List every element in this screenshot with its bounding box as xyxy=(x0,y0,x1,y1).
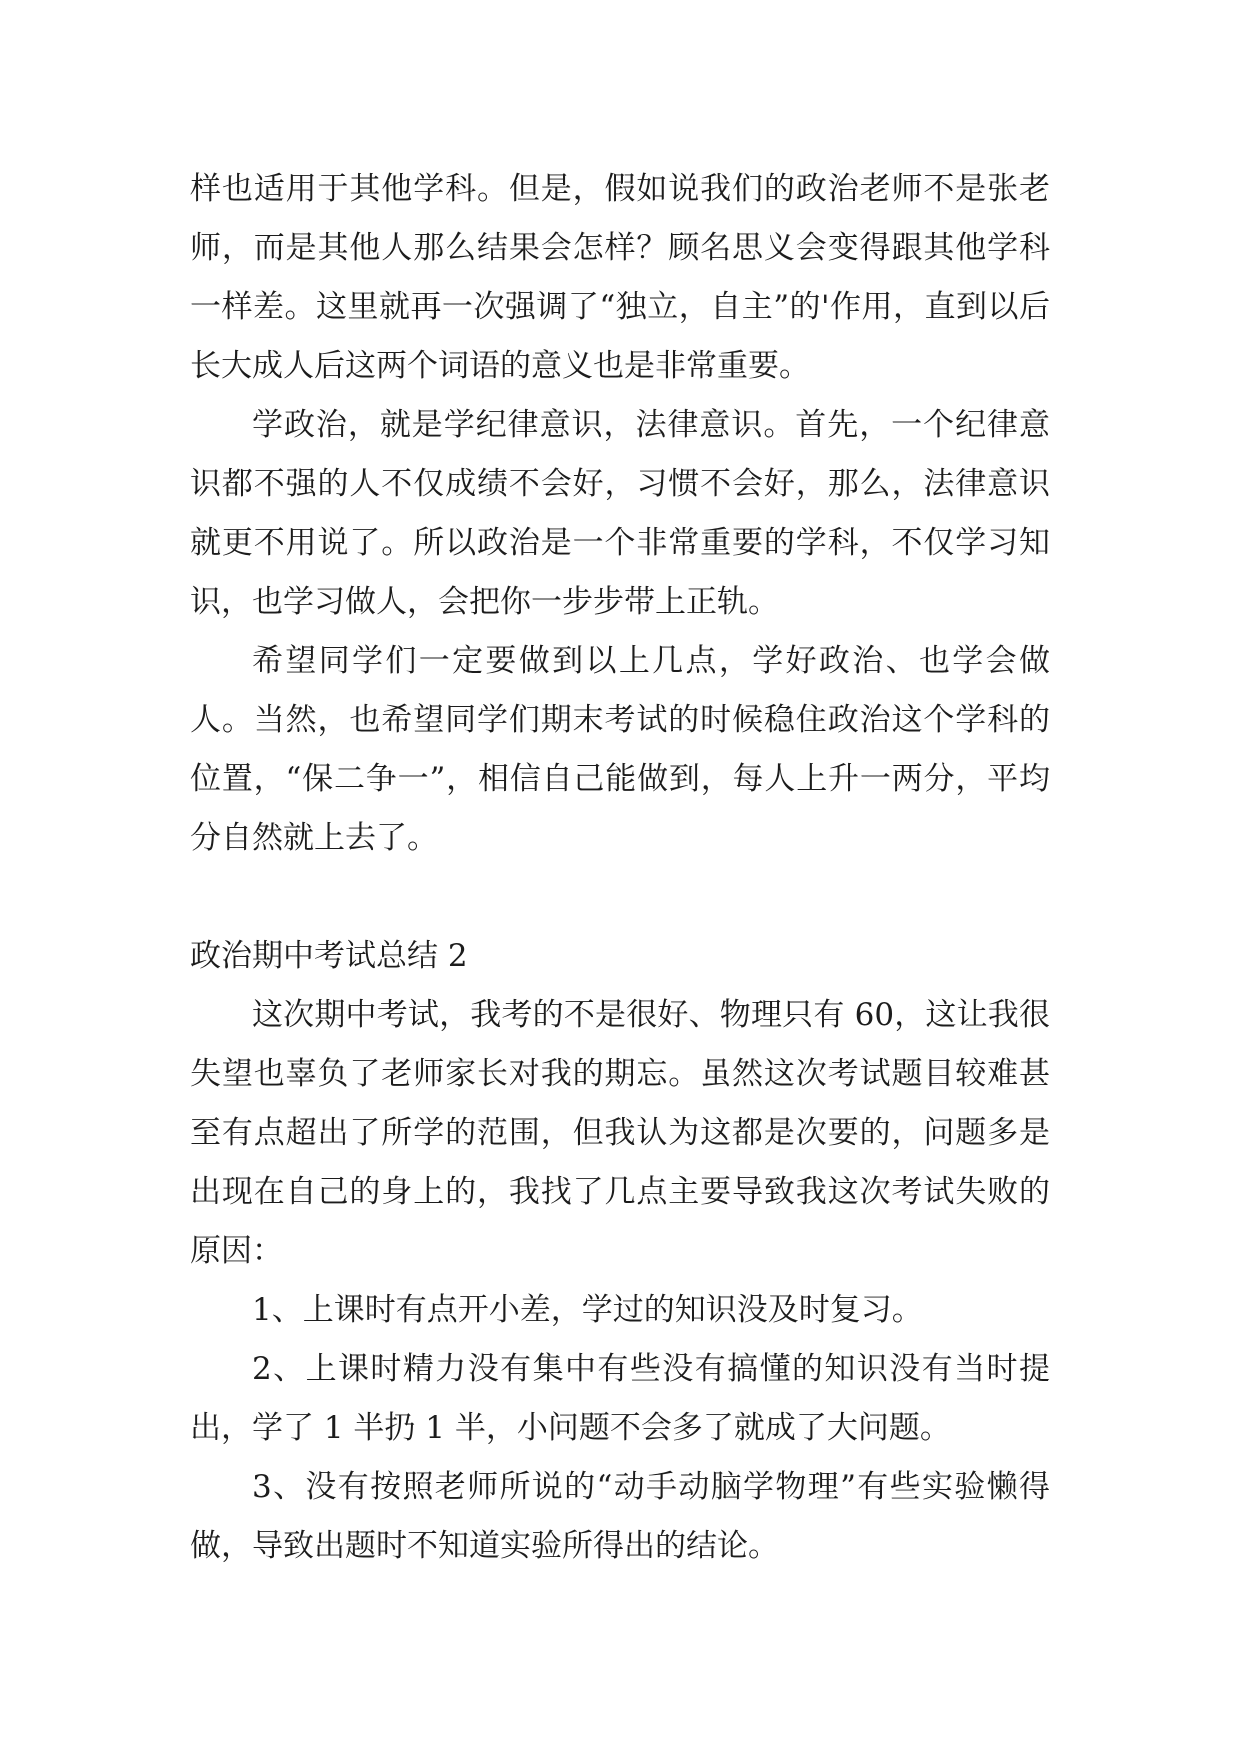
list-item-3: 3、没有按照老师所说的“动手动脑学物理”有些实验懒得做，导致出题时不知道实验所得出的结论。 xyxy=(190,1469,1050,1564)
paragraph-discipline: 学政治，就是学纪律意识，法律意识。首先，一个纪律意识都不强的人不仅成绩不会好，习惯不会好，那么，法律意识就更不用说了。所以政治是一个非常重要的学科，不仅学习知识，也学习做人，会把你一步步带上正轨。 xyxy=(190,407,1050,620)
paragraph-continued: 样也适用于其他学科。但是，假如说我们的政治老师不是张老师，而是其他人那么结果会怎样？顾名思义会变得跟其他学科一样差。这里就再一次强调了“独立，自主”的'作用，直到以后长大成人后这两个词语的意义也是非常重要。 xyxy=(190,171,1050,384)
section-title: 政治期中考试总结 2 xyxy=(190,938,468,974)
paragraph-hope: 希望同学们一定要做到以上几点，学好政治、也学会做人。当然，也希望同学们期末考试的时候稳住政治这个学科的位置，“保二争一”，相信自己能做到，每人上升一两分，平均分自然就上去了。 xyxy=(190,643,1050,856)
list-item-1: 1、上课时有点开小差，学过的知识没及时复习。 xyxy=(252,1292,923,1328)
list-item-2: 2、上课时精力没有集中有些没有搞懂的知识没有当时提出，学了 1 半扔 1 半，小问题不会多了就成了大问题。 xyxy=(190,1351,1050,1446)
paragraph-intro: 这次期中考试，我考的不是很好、物理只有 60，这让我很失望也辜负了老师家长对我的期忘。虽然这次考试题目较难甚至有点超出了所学的范围，但我认为这都是次要的，问题多是出现在自己的身上的，我找了几点主要导致我这次考试失败的原因： xyxy=(190,997,1050,1269)
section-spacer xyxy=(190,868,1050,927)
document-body xyxy=(190,160,1050,1576)
